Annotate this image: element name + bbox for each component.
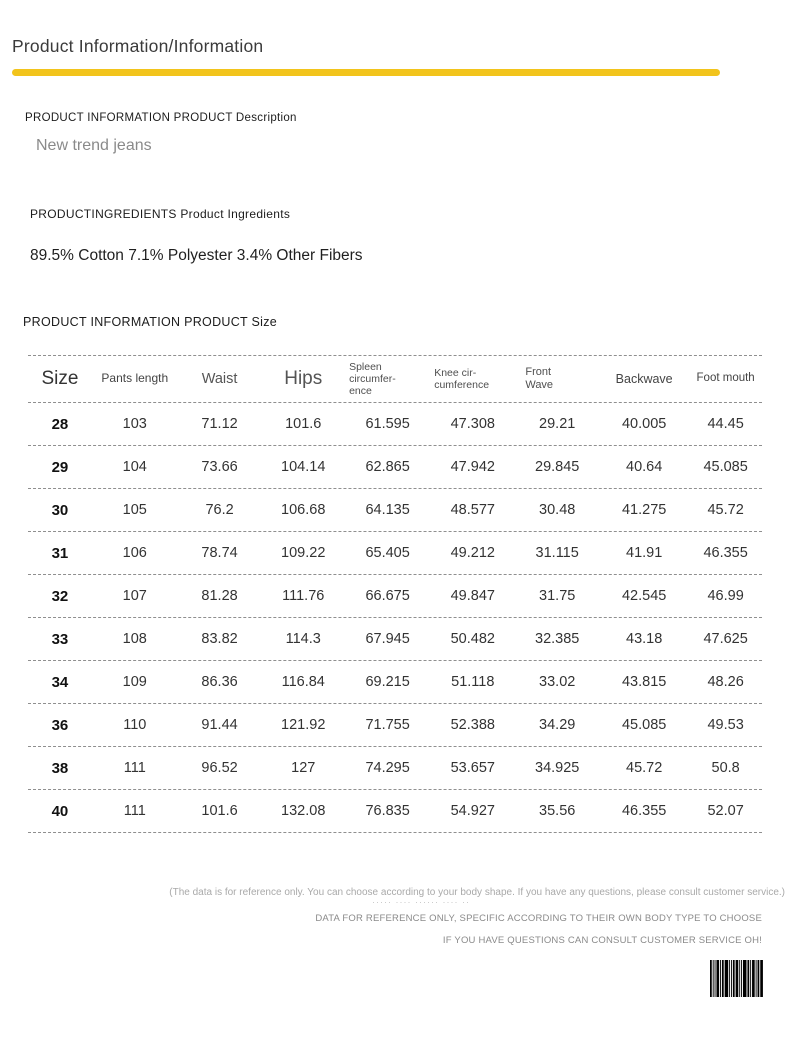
measure-cell: 91.44 bbox=[201, 717, 238, 733]
measure-cell: 30.48 bbox=[539, 502, 576, 518]
measure-cell: 34.29 bbox=[539, 717, 576, 733]
measure-cell: 66.675 bbox=[365, 588, 410, 604]
measure-cell: 103 bbox=[122, 416, 147, 432]
measure-cell: 86.36 bbox=[201, 674, 238, 690]
description-value: New trend jeans bbox=[36, 137, 152, 154]
measure-cell: 42.545 bbox=[621, 588, 667, 604]
table-row bbox=[28, 489, 762, 532]
size-cell: 33 bbox=[51, 630, 69, 648]
measure-cell: 44.45 bbox=[707, 416, 744, 432]
column-header: Front Wave bbox=[525, 366, 554, 391]
measure-cell: 76.835 bbox=[365, 803, 410, 819]
measure-cell: 108 bbox=[122, 631, 147, 647]
column-header: Spleen circumfer- ence bbox=[349, 360, 396, 398]
measure-cell: 29.21 bbox=[539, 416, 576, 432]
measure-cell: 32.385 bbox=[535, 631, 580, 647]
measure-cell: 121.92 bbox=[281, 717, 326, 733]
size-table bbox=[28, 355, 762, 833]
table-row bbox=[28, 446, 762, 489]
description-heading: PRODUCT INFORMATION PRODUCT Description bbox=[25, 112, 297, 124]
measure-cell: 45.085 bbox=[621, 717, 667, 733]
column-header: Size bbox=[41, 368, 79, 390]
measure-cell: 104.14 bbox=[281, 459, 326, 475]
measure-cell: 43.815 bbox=[621, 674, 667, 690]
measure-cell: 62.865 bbox=[365, 459, 410, 475]
measure-cell: 46.355 bbox=[621, 803, 667, 819]
measure-cell: 40.005 bbox=[621, 416, 667, 432]
measure-cell: 33.02 bbox=[539, 674, 576, 690]
illegible-clipped-text: ····· ···· ······ ···· ·· bbox=[372, 897, 470, 904]
measure-cell: 78.74 bbox=[201, 545, 238, 561]
measure-cell: 104 bbox=[122, 459, 147, 475]
measure-cell: 51.118 bbox=[451, 674, 495, 690]
size-cell: 38 bbox=[51, 759, 69, 777]
measure-cell: 71.12 bbox=[201, 416, 238, 432]
measure-cell: 106.68 bbox=[281, 502, 326, 518]
column-header: Backwave bbox=[615, 371, 673, 386]
column-header: Knee cir- cumference bbox=[434, 366, 490, 391]
table-row bbox=[28, 618, 762, 661]
measure-cell: 132.08 bbox=[281, 803, 326, 819]
measure-cell: 49.847 bbox=[450, 588, 495, 604]
table-row bbox=[28, 747, 762, 790]
measure-cell: 74.295 bbox=[365, 760, 410, 776]
measure-cell: 48.577 bbox=[450, 502, 495, 518]
measure-cell: 45.72 bbox=[626, 760, 663, 776]
table-row bbox=[28, 790, 762, 833]
measure-cell: 67.945 bbox=[365, 631, 410, 647]
ingredients-value: 89.5% Cotton 7.1% Polyester 3.4% Other Fibers bbox=[30, 247, 363, 264]
size-cell: 40 bbox=[51, 802, 69, 820]
table-row bbox=[28, 704, 762, 747]
size-table-body bbox=[28, 403, 762, 833]
measure-cell: 45.72 bbox=[707, 502, 744, 518]
measure-cell: 35.56 bbox=[539, 803, 576, 819]
size-cell: 36 bbox=[51, 716, 69, 734]
measure-cell: 41.91 bbox=[626, 545, 663, 561]
ingredients-heading: PRODUCTINGREDIENTS Product Ingredients bbox=[30, 207, 291, 221]
measure-cell: 65.405 bbox=[365, 545, 410, 561]
size-cell: 28 bbox=[51, 415, 69, 433]
table-row bbox=[28, 575, 762, 618]
measure-cell: 46.355 bbox=[703, 545, 748, 561]
measure-cell: 81.28 bbox=[201, 588, 238, 604]
measure-cell: 116.84 bbox=[281, 674, 325, 690]
measure-cell: 45.085 bbox=[703, 459, 748, 475]
size-cell: 31 bbox=[51, 544, 69, 562]
measure-cell: 101.6 bbox=[201, 803, 238, 819]
measure-cell: 73.66 bbox=[201, 459, 238, 475]
measure-cell: 106 bbox=[122, 545, 147, 561]
measure-cell: 61.595 bbox=[365, 416, 410, 432]
footer-reference-line: DATA FOR REFERENCE ONLY, SPECIFIC ACCORDING TO THEIR OWN BODY TYPE TO CHOOSE bbox=[315, 913, 762, 924]
reference-note: (The data is for reference only. You can choose according to your body shape. If you have any questions, please consult customer service.) bbox=[169, 887, 785, 898]
measure-cell: 110 bbox=[123, 717, 147, 733]
measure-cell: 96.52 bbox=[201, 760, 238, 776]
column-header: Foot mouth bbox=[696, 372, 755, 385]
page-title: Product Information/Information bbox=[12, 36, 264, 56]
measure-cell: 47.625 bbox=[703, 631, 748, 647]
measure-cell: 34.925 bbox=[535, 760, 580, 776]
measure-cell: 31.75 bbox=[539, 588, 576, 604]
measure-cell: 41.275 bbox=[621, 502, 667, 518]
measure-cell: 50.482 bbox=[450, 631, 495, 647]
measure-cell: 111.76 bbox=[282, 588, 325, 604]
measure-cell: 43.18 bbox=[626, 631, 663, 647]
table-row bbox=[28, 532, 762, 575]
measure-cell: 48.26 bbox=[707, 674, 744, 690]
measure-cell: 29.845 bbox=[535, 459, 580, 475]
measure-cell: 46.99 bbox=[707, 588, 744, 604]
measure-cell: 71.755 bbox=[365, 717, 410, 733]
measure-cell: 105 bbox=[122, 502, 147, 518]
measure-cell: 47.942 bbox=[450, 459, 495, 475]
title-underline bbox=[12, 69, 720, 76]
measure-cell: 101.6 bbox=[285, 416, 322, 432]
measure-cell: 64.135 bbox=[365, 502, 410, 518]
column-header: Waist bbox=[201, 370, 238, 387]
measure-cell: 31.115 bbox=[535, 545, 579, 561]
size-heading: PRODUCT INFORMATION PRODUCT Size bbox=[23, 315, 278, 329]
measure-cell: 111 bbox=[123, 760, 146, 776]
measure-cell: 47.308 bbox=[450, 416, 495, 432]
measure-cell: 83.82 bbox=[201, 631, 238, 647]
column-header: Hips bbox=[284, 368, 323, 390]
measure-cell: 69.215 bbox=[365, 674, 410, 690]
size-table-header bbox=[28, 355, 762, 403]
measure-cell: 53.657 bbox=[450, 760, 495, 776]
measure-cell: 40.64 bbox=[626, 459, 663, 475]
measure-cell: 54.927 bbox=[450, 803, 495, 819]
measure-cell: 49.53 bbox=[707, 717, 744, 733]
size-cell: 34 bbox=[51, 673, 69, 691]
column-header: Pants length bbox=[101, 371, 169, 386]
table-row bbox=[28, 661, 762, 704]
measure-cell: 49.212 bbox=[450, 545, 495, 561]
measure-cell: 109 bbox=[122, 674, 147, 690]
size-cell: 32 bbox=[51, 587, 69, 605]
footer-service-line: IF YOU HAVE QUESTIONS CAN CONSULT CUSTOMER SERVICE OH! bbox=[442, 935, 762, 946]
measure-cell: 76.2 bbox=[205, 502, 234, 518]
size-cell: 29 bbox=[51, 458, 69, 476]
measure-cell: 114.3 bbox=[285, 631, 321, 647]
measure-cell: 127 bbox=[291, 760, 316, 776]
measure-cell: 52.388 bbox=[450, 717, 495, 733]
size-cell: 30 bbox=[51, 501, 69, 519]
measure-cell: 50.8 bbox=[711, 760, 740, 776]
measure-cell: 52.07 bbox=[707, 803, 744, 819]
barcode-icon bbox=[710, 960, 763, 997]
measure-cell: 109.22 bbox=[281, 545, 326, 561]
measure-cell: 107 bbox=[122, 588, 147, 604]
table-row bbox=[28, 403, 762, 446]
measure-cell: 111 bbox=[123, 803, 146, 819]
